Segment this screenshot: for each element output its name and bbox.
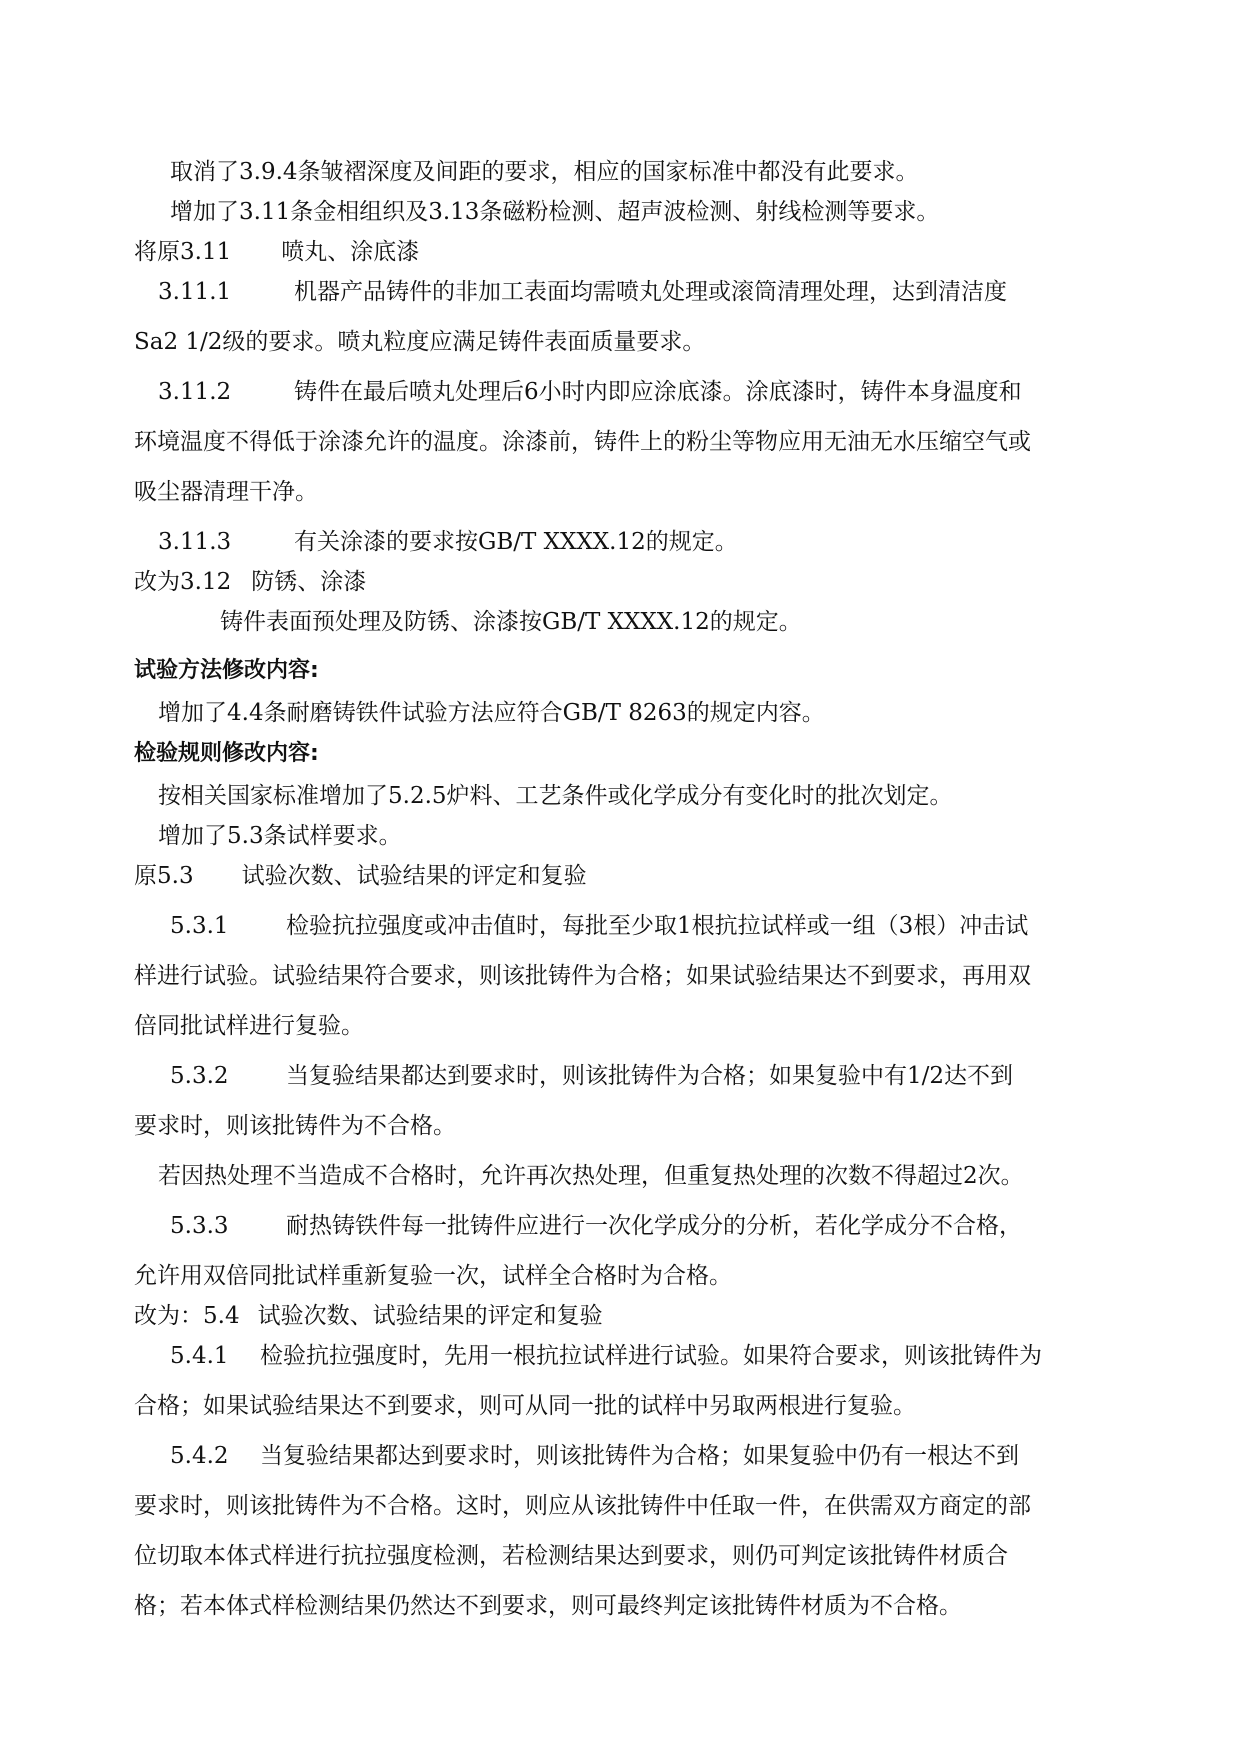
clause-text: 机器产品铸件的非加工表面均需喷丸处理或滚筒清理处理，达到清洁度 bbox=[294, 279, 1007, 305]
clause-heading-changed-5-4 bbox=[134, 1301, 603, 1331]
paragraph: 增加了3.11条金相组织及3.13条磁粉检测、超声波检测、射线检测等要求。 bbox=[170, 199, 940, 225]
clause-text: 合格；如果试验结果达不到要求，则可从同一批的试样中另取两根进行复验。 bbox=[134, 1393, 916, 1419]
clause-text: 样进行试验。试验结果符合要求，则该批铸件为合格；如果试验结果达不到要求，再用双 bbox=[134, 963, 1031, 989]
clause-text: 环境温度不得低于涂漆允许的温度。涂漆前，铸件上的粉尘等物应用无油无水压缩空气或 bbox=[134, 429, 1031, 455]
clause-number: 3.11.1 bbox=[158, 279, 232, 305]
clause-heading-changed-3-12 bbox=[134, 567, 366, 597]
clause-3-11-2 bbox=[158, 377, 1022, 407]
clause-prefix: 改为：5.4 bbox=[134, 1303, 240, 1329]
paragraph: 按相关国家标准增加了5.2.5炉料、工艺条件或化学成分有变化时的批次划定。 bbox=[158, 783, 953, 809]
clause-text: 要求时，则该批铸件为不合格。这时，则应从该批铸件中任取一件，在供需双方商定的部 bbox=[134, 1493, 1031, 1519]
clause-number: 5.3.2 bbox=[170, 1063, 229, 1089]
clause-text: 有关涂漆的要求按GB/T XXXX.12的规定。 bbox=[294, 529, 738, 555]
clause-5-3-1 bbox=[170, 911, 1028, 941]
clause-title: 防锈、涂漆 bbox=[251, 569, 367, 595]
clause-text: 格；若本体式样检测结果仍然达不到要求，则可最终判定该批铸件材质为不合格。 bbox=[134, 1593, 962, 1619]
clause-text: 检验抗拉强度时，先用一根抗拉试样进行试验。如果符合要求，则该批铸件为 bbox=[260, 1343, 1042, 1369]
clause-text: 当复验结果都达到要求时，则该批铸件为合格；如果复验中有1/2达不到 bbox=[286, 1063, 1014, 1089]
section-heading-inspection-rules: 检验规则修改内容: bbox=[134, 741, 319, 766]
clause-text: 若因热处理不当造成不合格时，允许再次热处理，但重复热处理的次数不得超过2次。 bbox=[158, 1163, 1024, 1189]
clause-title: 试验次数、试验结果的评定和复验 bbox=[241, 863, 587, 889]
clause-text: 允许用双倍同批试样重新复验一次，试样全合格时为合格。 bbox=[134, 1263, 732, 1289]
clause-number: 5.4.1 bbox=[170, 1343, 229, 1369]
clause-text: 耐热铸铁件每一批铸件应进行一次化学成分的分析，若化学成分不合格， bbox=[286, 1213, 1022, 1239]
paragraph: 取消了3.9.4条皱褶深度及间距的要求，相应的国家标准中都没有此要求。 bbox=[170, 159, 919, 185]
clause-heading-original-5-3 bbox=[134, 861, 587, 891]
clause-text: 当复验结果都达到要求时，则该批铸件为合格；如果复验中仍有一根达不到 bbox=[260, 1443, 1019, 1469]
clause-prefix: 原5.3 bbox=[134, 863, 194, 889]
clause-number: 5.3.3 bbox=[170, 1213, 229, 1239]
clause-5-3-3 bbox=[170, 1211, 1022, 1241]
clause-3-11-1 bbox=[158, 277, 1007, 307]
clause-number: 3.11.2 bbox=[158, 379, 232, 405]
section-heading-test-methods: 试验方法修改内容: bbox=[134, 658, 319, 683]
clause-5-4-2 bbox=[170, 1441, 1019, 1471]
clause-text: 位切取本体式样进行抗拉强度检测，若检测结果达到要求，则仍可判定该批铸件材质合 bbox=[134, 1543, 1008, 1569]
clause-number: 5.4.2 bbox=[170, 1443, 229, 1469]
clause-title: 试验次数、试验结果的评定和复验 bbox=[257, 1303, 603, 1329]
clause-text: 检验抗拉强度或冲击值时，每批至少取1根抗拉试样或一组（3根）冲击试 bbox=[286, 913, 1029, 939]
clause-5-3-2 bbox=[170, 1061, 1013, 1091]
paragraph: 增加了4.4条耐磨铸铁件试验方法应符合GB/T 8263的规定内容。 bbox=[158, 700, 825, 726]
clause-number: 3.11.3 bbox=[158, 529, 232, 555]
clause-number: 5.3.1 bbox=[170, 913, 229, 939]
clause-5-4-1 bbox=[170, 1341, 1042, 1371]
clause-title: 喷丸、涂底漆 bbox=[281, 239, 420, 265]
clause-prefix: 将原3.11 bbox=[134, 239, 232, 265]
clause-text: 铸件表面预处理及防锈、涂漆按GB/T XXXX.12的规定。 bbox=[220, 609, 802, 635]
clause-text: 吸尘器清理干净。 bbox=[134, 479, 318, 505]
clause-3-11-3 bbox=[158, 527, 738, 557]
clause-prefix: 改为3.12 bbox=[134, 569, 232, 595]
clause-heading-original-3-11 bbox=[134, 237, 419, 267]
paragraph: 增加了5.3条试样要求。 bbox=[158, 823, 402, 849]
clause-text: 要求时，则该批铸件为不合格。 bbox=[134, 1113, 456, 1139]
clause-text: 铸件在最后喷丸处理后6小时内即应涂底漆。涂底漆时，铸件本身温度和 bbox=[294, 379, 1022, 405]
clause-text: 倍同批试样进行复验。 bbox=[134, 1013, 364, 1039]
clause-text: Sa2 1/2级的要求。喷丸粒度应满足铸件表面质量要求。 bbox=[134, 329, 706, 355]
